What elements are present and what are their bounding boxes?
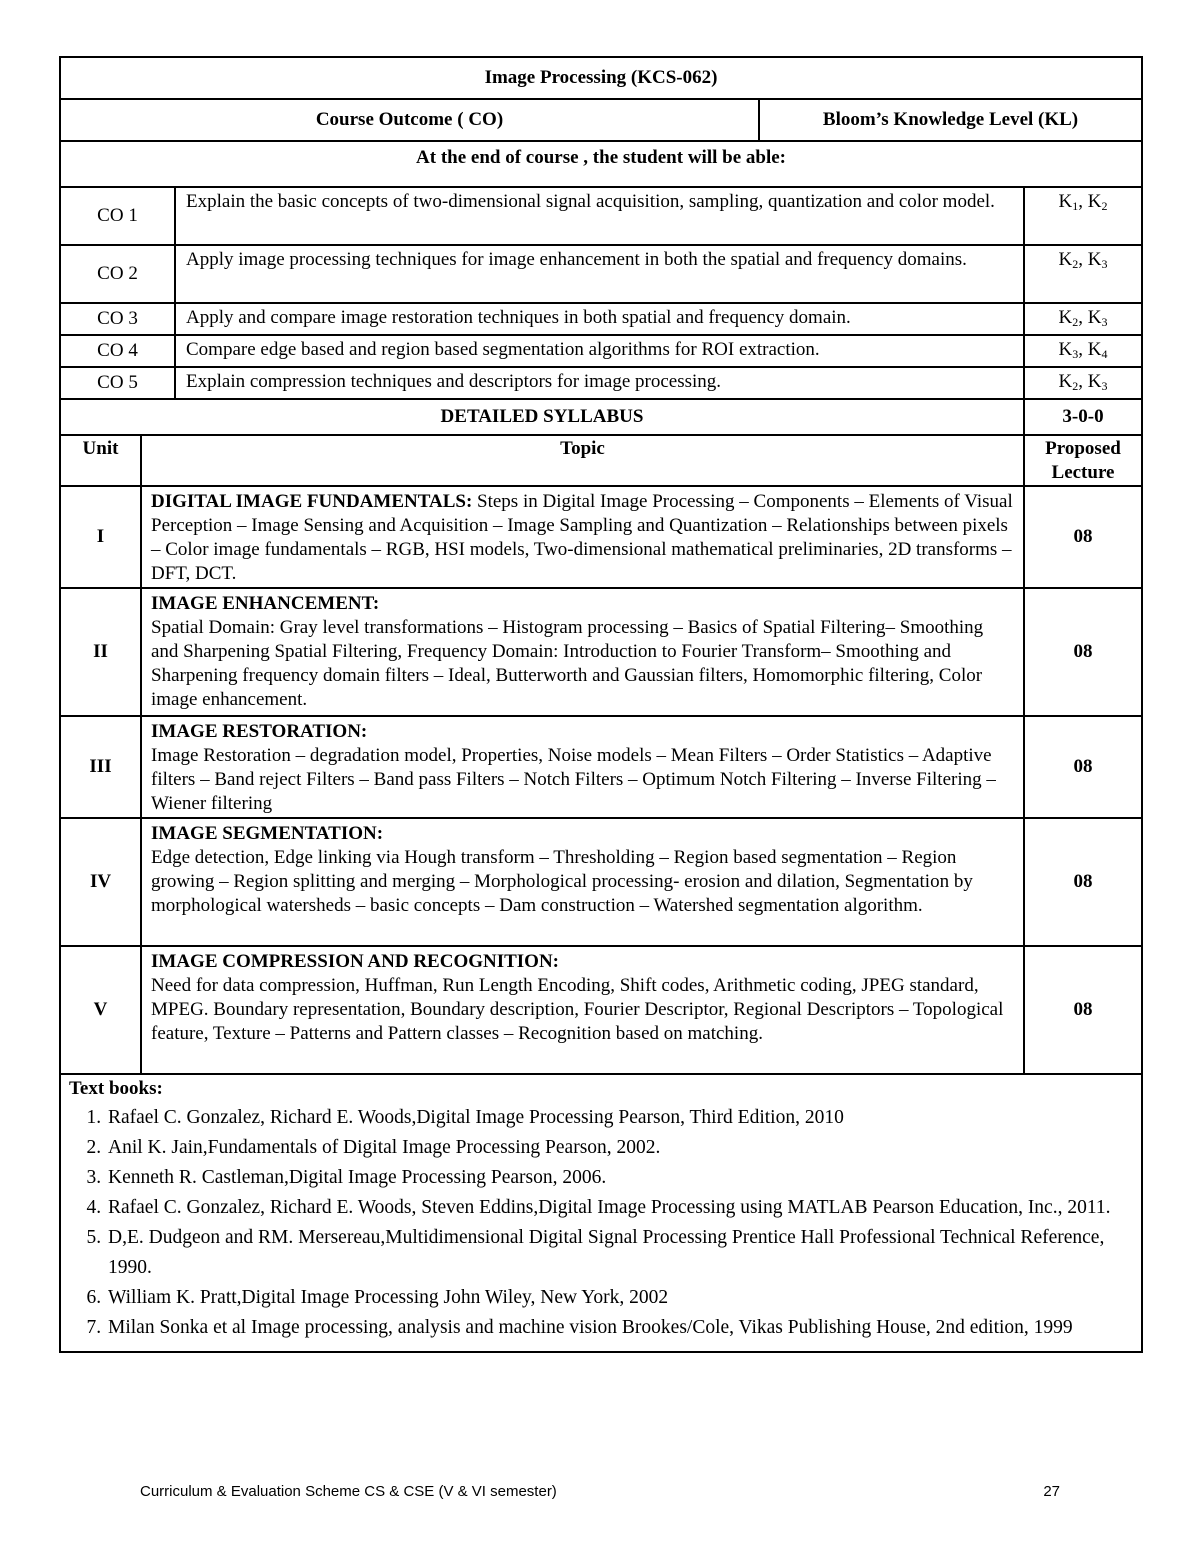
unit-lectures: 08: [1024, 486, 1142, 588]
outcome-row: [60, 245, 1142, 303]
unit-row: [60, 486, 1142, 588]
unit-number: I: [60, 486, 141, 588]
unit-description: Image Restoration – degradation model, Properties, Noise models – Mean Filters – Order Statistics – Adaptive filters – Band reject Filters – Band pass Filters – Notch Filters – Optimum Notch Filtering – Inverse Filtering – Wiener filtering: [151, 745, 996, 814]
kl-level: 2: [1072, 257, 1079, 271]
kl-level: 2: [1101, 199, 1108, 213]
outcome-row: [60, 187, 1142, 245]
kl-level: 3: [1101, 315, 1108, 329]
course-outcome-table: [59, 56, 1143, 400]
unit-heading: IMAGE ENHANCEMENT:: [151, 593, 380, 614]
unit-number: II: [60, 588, 141, 716]
syllabus-title: DETAILED SYLLABUS: [60, 399, 1024, 435]
textbooks-title: Text books:: [69, 1078, 163, 1099]
unit-heading: DIGITAL IMAGE FUNDAMENTALS:: [151, 491, 473, 512]
unit-row: [60, 946, 1142, 1074]
outcome-knowledge-level: [1024, 335, 1142, 367]
outcome-text: Apply image processing techniques for image enhancement in both the spatial and frequency domains.: [175, 245, 1024, 303]
course-outcome-header: Course Outcome ( CO): [60, 99, 759, 141]
textbook-item: 6. William K. Pratt,Digital Image Processing John Wiley, New York, 2002: [106, 1283, 1133, 1313]
unit-number: III: [60, 716, 141, 818]
outcome-id: CO 1: [60, 187, 175, 245]
unit-lectures: 08: [1024, 716, 1142, 818]
kl-separator: ,: [1078, 249, 1088, 270]
kl-separator: ,: [1078, 371, 1088, 392]
kl-letter: K: [1087, 191, 1102, 212]
textbook-item: 3. Kenneth R. Castleman,Digital Image Processing Pearson, 2006.: [106, 1163, 1133, 1193]
unit-lectures: 08: [1024, 946, 1142, 1074]
kl-letter: K: [1087, 307, 1102, 328]
outcome-text: Compare edge based and region based segmentation algorithms for ROI extraction.: [175, 335, 1024, 367]
kl-level: 3: [1101, 379, 1108, 393]
kl-level: 3: [1072, 347, 1079, 361]
unit-lectures: 08: [1024, 818, 1142, 946]
kl-letter: K: [1087, 371, 1102, 392]
outcome-id: CO 5: [60, 367, 175, 399]
kl-level: 2: [1072, 315, 1079, 329]
lecture-column-header: Proposed Lecture: [1024, 435, 1142, 486]
unit-description: Need for data compression, Huffman, Run Length Encoding, Shift codes, Arithmetic coding, JPEG standard, MPEG. Boundary representation, Boundary description, Fourier Descriptor, Regional Descriptors – Topological feature, Texture – Patterns and Pattern classes – Recognition based on matching.: [151, 975, 1004, 1044]
outcome-id: CO 3: [60, 303, 175, 335]
outcome-id: CO 2: [60, 245, 175, 303]
unit-row: [60, 588, 1142, 716]
outcome-row: [60, 303, 1142, 335]
page-number: 27: [1043, 1483, 1060, 1500]
bloom-level-header: Bloom’s Knowledge Level (KL): [759, 99, 1142, 141]
kl-level: 4: [1101, 347, 1108, 361]
outcome-row: [60, 335, 1142, 367]
kl-level: 2: [1072, 379, 1079, 393]
textbook-item: 1. Rafael C. Gonzalez, Richard E. Woods,Digital Image Processing Pearson, Third Edition, 2010: [106, 1103, 1133, 1133]
unit-rows: [60, 486, 1142, 1074]
kl-separator: ,: [1078, 307, 1088, 328]
unit-description: Steps in Digital Image Processing – Components – Elements of Visual Perception – Image Sensing and Acquisition – Image Sampling and Quantization – Relationships between pixels – Color image fundamentals – RGB, HSI models, Two-dimensional mathematical preliminaries, 2D transforms – DFT, DCT.: [151, 491, 1013, 584]
textbooks-list: [69, 1103, 1133, 1343]
syllabus-table: [59, 398, 1143, 1353]
unit-column-header: Unit: [60, 435, 141, 486]
kl-letter: K: [1058, 191, 1073, 212]
outcome-text: Explain the basic concepts of two-dimensional signal acquisition, sampling, quantization and color model.: [175, 187, 1024, 245]
outcome-id: CO 4: [60, 335, 175, 367]
outcome-row: [60, 367, 1142, 399]
textbook-item: 5. D,E. Dudgeon and RM. Mersereau,Multidimensional Digital Signal Processing Prentice Hall Professional Technical Reference, 1990.: [106, 1223, 1133, 1283]
unit-topic: [141, 588, 1024, 716]
kl-letter: K: [1087, 339, 1102, 360]
outcome-intro: At the end of course , the student will be able:: [60, 141, 1142, 187]
textbook-item: 7. Milan Sonka et al Image processing, analysis and machine vision Brookes/Cole, Vikas Publishing House, 2nd edition, 1999: [106, 1313, 1133, 1343]
unit-heading: IMAGE COMPRESSION AND RECOGNITION:: [151, 951, 560, 972]
unit-description: Edge detection, Edge linking via Hough transform – Thresholding – Region based segmentation – Region growing – Region splitting and merging – Morphological processing- erosion and dilation, Segmentation by morphological watersheds – basic concepts – Dam construction – Watershed segmentation algorithm.: [151, 847, 973, 916]
course-title: Image Processing (KCS-062): [60, 57, 1142, 99]
kl-letter: K: [1058, 371, 1073, 392]
unit-topic: [141, 946, 1024, 1074]
unit-row: [60, 818, 1142, 946]
kl-letter: K: [1087, 249, 1102, 270]
unit-heading: IMAGE RESTORATION:: [151, 721, 368, 742]
unit-description: Spatial Domain: Gray level transformations – Histogram processing – Basics of Spatial Filtering– Smoothing and Sharpening Spatial Filtering, Frequency Domain: Introduction to Fourier Transform– Smoothing and Sharpening frequency domain filters – Ideal, Butterworth and Gaussian filters, Homomorphic filtering, Color image enhancement.: [151, 617, 984, 710]
unit-number: IV: [60, 818, 141, 946]
kl-separator: ,: [1078, 191, 1088, 212]
unit-topic: [141, 716, 1024, 818]
kl-letter: K: [1058, 307, 1073, 328]
kl-level: 3: [1101, 257, 1108, 271]
kl-letter: K: [1058, 249, 1073, 270]
outcome-text: Apply and compare image restoration techniques in both spatial and frequency domain.: [175, 303, 1024, 335]
outcome-knowledge-level: [1024, 303, 1142, 335]
outcome-rows: [60, 187, 1142, 399]
kl-separator: ,: [1078, 339, 1088, 360]
outcome-knowledge-level: [1024, 367, 1142, 399]
textbooks-section: [60, 1074, 1142, 1352]
textbook-item: 2. Anil K. Jain,Fundamentals of Digital Image Processing Pearson, 2002.: [106, 1133, 1133, 1163]
unit-topic: [141, 818, 1024, 946]
unit-number: V: [60, 946, 141, 1074]
footer-text: Curriculum & Evaluation Scheme CS & CSE (V & VI semester): [140, 1483, 557, 1500]
textbook-item: 4. Rafael C. Gonzalez, Richard E. Woods, Steven Eddins,Digital Image Processing using MATLAB Pearson Education, Inc., 2011.: [106, 1193, 1133, 1223]
unit-heading: IMAGE SEGMENTATION:: [151, 823, 384, 844]
unit-topic: [141, 486, 1024, 588]
unit-row: [60, 716, 1142, 818]
ltp-value: 3-0-0: [1024, 399, 1142, 435]
outcome-text: Explain compression techniques and descriptors for image processing.: [175, 367, 1024, 399]
outcome-knowledge-level: [1024, 245, 1142, 303]
kl-level: 1: [1072, 199, 1079, 213]
kl-letter: K: [1058, 339, 1073, 360]
unit-lectures: 08: [1024, 588, 1142, 716]
outcome-knowledge-level: [1024, 187, 1142, 245]
syllabus-page: [59, 56, 1141, 1353]
topic-column-header: Topic: [141, 435, 1024, 486]
